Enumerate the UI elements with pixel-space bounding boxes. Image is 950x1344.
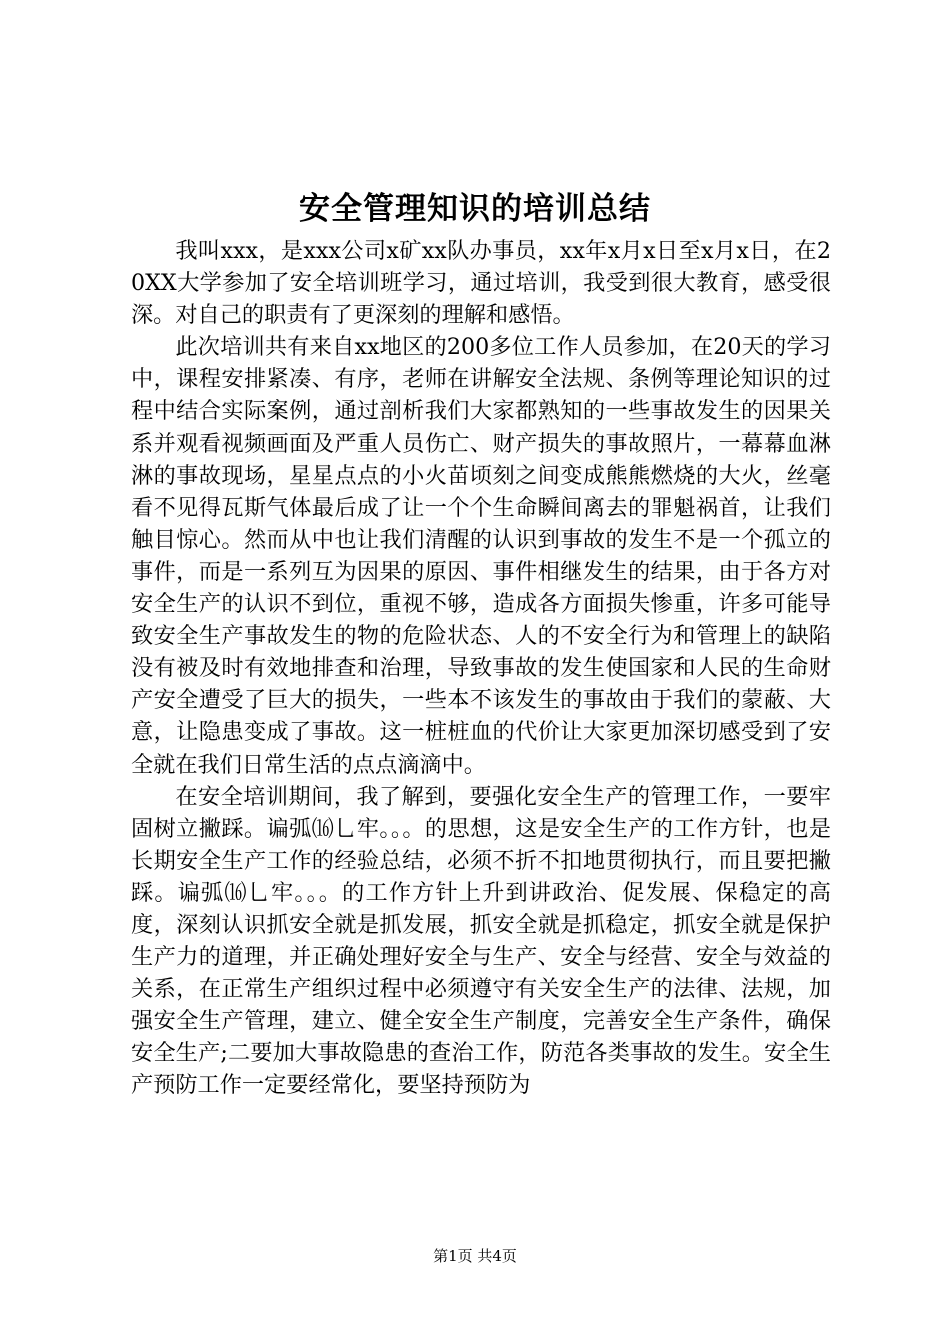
page-number-footer: 第1页 共4页 <box>433 1247 517 1265</box>
paragraph-1: 我叫xxx，是xxx公司x矿xx队办事员，xx年x月x日至x月x日，在20XX大学参加了安全培训班学习，通过培训，我受到很大教育，感受很深。对自己的职责有了更深刻的理解和感悟。 <box>131 238 831 329</box>
paragraph-3: 在安全培训期间，我了解到，要强化安全生产的管理工作，一要牢固树立撇踩。谝弧⒃乚牢。。。的思想，这是安全生产的工作方针，也是长期安全生产工作的经验总结，必须不折不扣地贯彻执行，而且要把撇踩。谝弧⒃乚牢。。。的工作方针上升到讲政治、促发展、保稳定的高度，深刻认识抓安全就是抓发展，抓安全就是抓稳定，抓安全就是保护生产力的道理，并正确处理好安全与生产、安全与经营、安全与效益的关系，在正常生产组织过程中必须遵守有关安全生产的法律、法规，加强安全生产管理，建立、健全安全生产制度，完善安全生产条件，确保安全生产;二要加大事故隐患的查治工作，防范各类事故的发生。安全生产预防工作一定要经常化，要坚持预防为 <box>131 783 831 1099</box>
document-title: 安全管理知识的培训总结 <box>299 191 651 227</box>
paragraph-2: 此次培训共有来自xx地区的200多位工作人员参加，在20天的学习中，课程安排紧凑、有序，老师在讲解安全法规、条例等理论知识的过程中结合实际案例，通过剖析我们大家都熟知的一些事故发生的因果关系并观看视频画面及严重人员伤亡、财产损失的事故照片，一幕幕血淋淋的事故现场，星星点点的小火苗顷刻之间变成熊熊燃烧的大火，丝毫看不见得瓦斯气体最后成了让一个个生命瞬间离去的罪魁祸首，让我们触目惊心。然而从中也让我们清醒的认识到事故的发生不是一个孤立的事件，而是一系列互为因果的原因、事件相继发生的结果，由于各方对安全生产的认识不到位，重视不够，造成各方面损失惨重，许多可能导致安全生产事故发生的物的危险状态、人的不安全行为和管理上的缺陷没有被及时有效地排查和治理，导致事故的发生使国家和人民的生命财产安全遭受了巨大的损失，一些本不该发生的事故由于我们的蒙蔽、大意，让隐患变成了事故。这一桩桩血的代价让大家更加深切感受到了安全就在我们日常生活的点点滴滴中。 <box>131 334 831 778</box>
document-body <box>131 235 831 1102</box>
